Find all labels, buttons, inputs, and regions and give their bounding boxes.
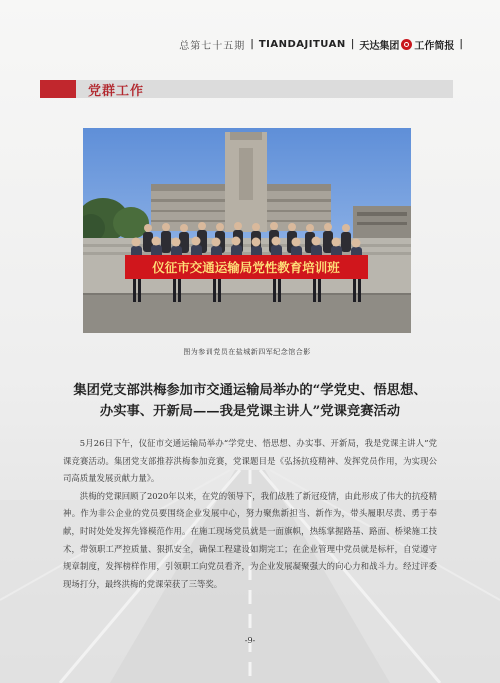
- article-paragraph: 5月26日下午，仪征市交通运输局举办“学党史、悟思想、办实事、开新局，我是党课主讲人”党课竞赛活动。集团党支部推荐洪梅参加竞赛，党课题目是《弘扬抗疫精神、发挥党员作用，为实现公司高质量发展贡献力量》。: [63, 438, 437, 484]
- article-body: [63, 435, 437, 593]
- issue-number: 总第七十五期: [179, 40, 246, 52]
- group-photo-image: [83, 128, 411, 333]
- section-header: [40, 80, 453, 98]
- brand-company-name: 天达集团: [359, 40, 400, 52]
- brand-publication-name: 工作简报: [414, 40, 455, 52]
- article-title-line-1: 集团党支部洪梅参加市交通运输局举办的“学党史、悟思想、: [73, 383, 427, 398]
- brand-english: TIANDAJITUAN: [258, 38, 346, 50]
- article-title-line-2: 办实事、开新局——我是党课主讲人”党课竞赛活动: [99, 404, 401, 419]
- banner-text: 仪征市交通运输局党性教育培训班: [152, 260, 340, 275]
- header-separator: |: [250, 38, 254, 50]
- page-header: [150, 37, 468, 51]
- section-accent-block: [40, 80, 76, 98]
- header-separator: |: [459, 38, 463, 50]
- company-logo-icon: [401, 39, 412, 50]
- page-number: -9-: [244, 636, 256, 645]
- article-title: [60, 380, 440, 422]
- article-paragraph: 洪梅的党课回顾了2020年以来，在党的领导下，我们战胜了新冠疫情，由此形成了伟大的抗疫精神。作为非公企业的党员要围绕企业发展中心，努力聚焦新担当、新作为，带头履职尽责、勇于奉献，时时处处发挥先锋模范作用。在施工现场党员就是一面旗帜，热练掌握路基、路面、桥梁施工技术，带领职工严控质量、狠抓安全，确保工程建设如期完工；在企业管理中党员就是标杆，自觉遵守规章制度，发挥榜样作用，引领职工向党员看齐，为企业发展凝聚强大的向心力和战斗力。经过评委现场打分，最终洪梅的党课荣获了三等奖。: [63, 490, 437, 589]
- group-photo: [83, 128, 411, 333]
- photo-caption: 图为参训党员在盐城新四军纪念馆合影: [183, 348, 311, 356]
- brand-chinese: [359, 37, 454, 52]
- section-title: 党群工作: [88, 83, 145, 99]
- header-separator: |: [350, 38, 355, 50]
